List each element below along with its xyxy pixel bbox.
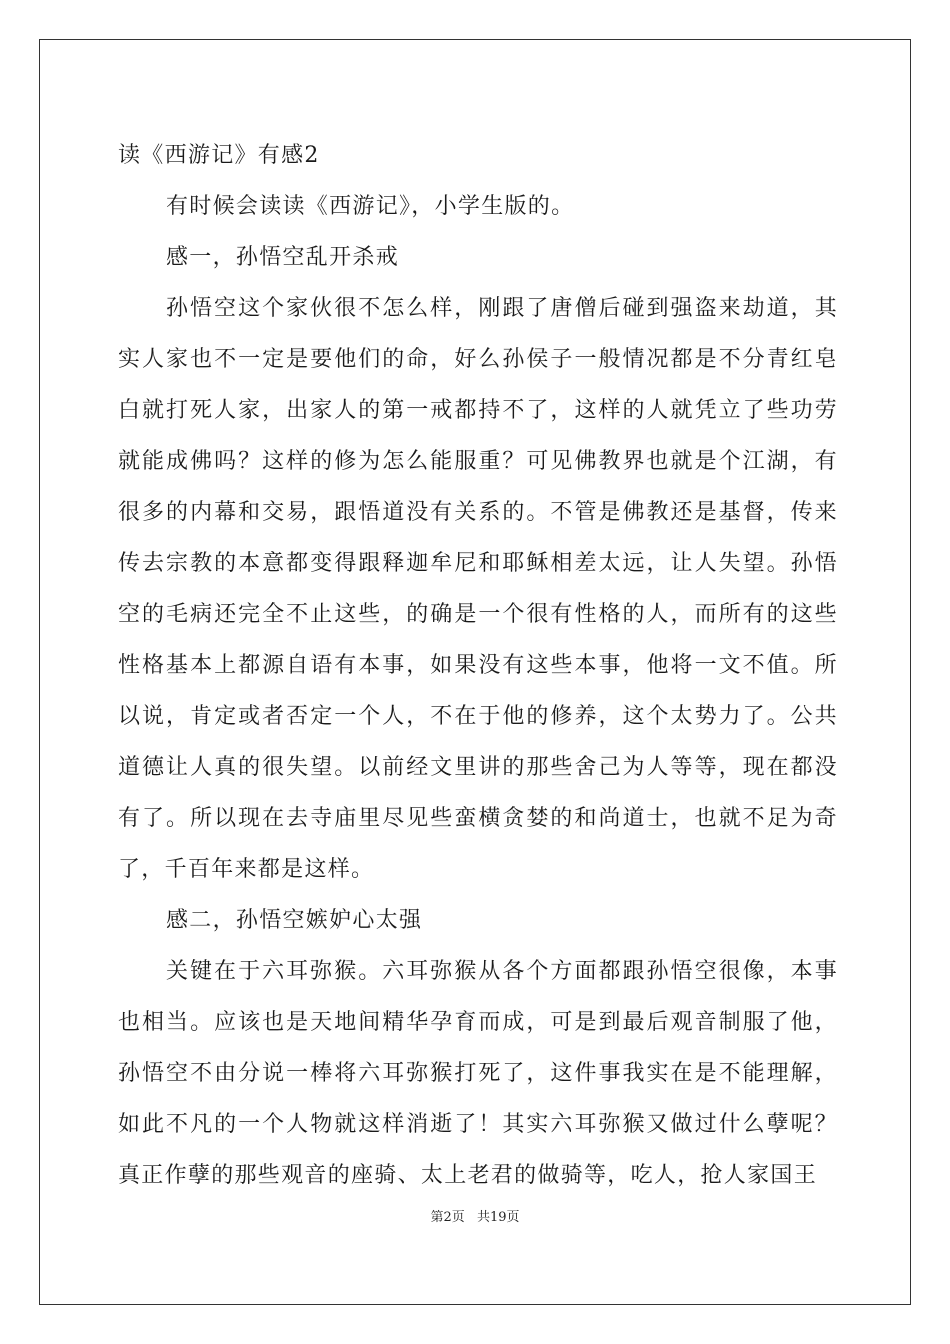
page-number: 第2页: [430, 1210, 465, 1225]
document-title: 读《西游记》有感2: [118, 143, 320, 168]
document-page: [39, 39, 911, 1305]
document-body: [118, 130, 838, 1201]
section-heading-1: 感一，孙悟空乱开杀戒: [166, 245, 400, 270]
section-heading-2: 感二，孙悟空嫉妒心太强: [166, 908, 423, 933]
paragraph-body-2: 关键在于六耳弥猴。六耳弥猴从各个方面都跟孙悟空很像，本事也相当。应该也是天地间精华孕育而成，可是到最后观音制服了他，孙悟空不由分说一棒将六耳弥猴打死了，这件事我实在是不能理解，如此不凡的一个人物就这样消逝了！其实六耳弥猴又做过什么孽呢？真正作孽的那些观音的座骑、太上老君的做骑等，吃人，抢人家国王: [118, 959, 838, 1188]
page-footer: [0, 1206, 950, 1225]
page-total: 共19页: [476, 1210, 520, 1225]
paragraph-body-1: 孙悟空这个家伙很不怎么样，刚跟了唐僧后碰到强盗来劫道，其实人家也不一定是要他们的命，好么孙侯子一般情况都是不分青红皂白就打死人家，出家人的第一戒都持不了，这样的人就凭立了些功劳就能成佛吗？这样的修为怎么能服重？可见佛教界也就是个江湖，有很多的内幕和交易，跟悟道没有关系的。不管是佛教还是基督，传来传去宗教的本意都变得跟释迦牟尼和耶稣相差太远，让人失望。孙悟空的毛病还完全不止这些，的确是一个很有性格的人，而所有的这些性格基本上都源自语有本事，如果没有这些本事，他将一文不值。所以说，肯定或者否定一个人，不在于他的修养，这个太势力了。公共道德让人真的很失望。以前经文里讲的那些舍己为人等等，现在都没有了。所以现在去寺庙里尽见些蛮横贪婪的和尚道士，也就不足为奇了，千百年来都是这样。: [118, 296, 838, 882]
paragraph-intro: 有时候会读读《西游记》，小学生版的。: [166, 194, 575, 219]
